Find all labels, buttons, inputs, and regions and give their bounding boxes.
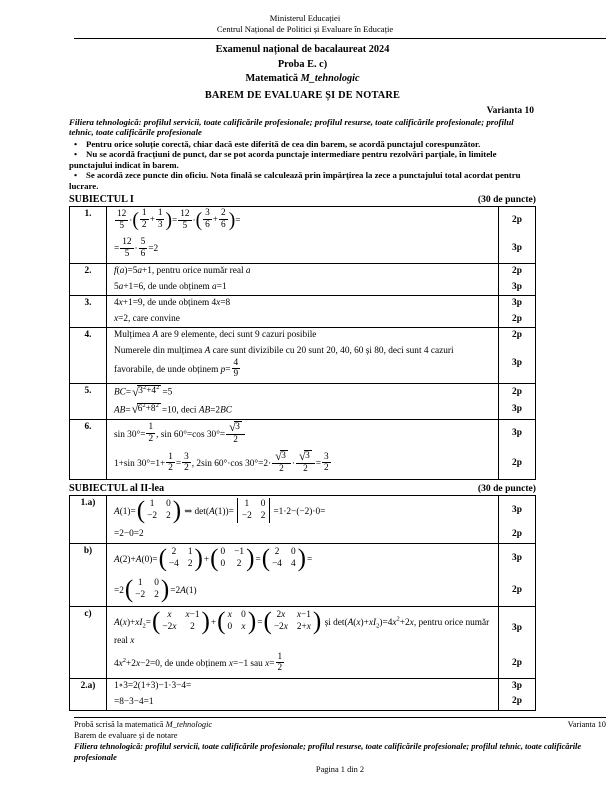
solution-line: =2−0=2 <box>107 527 499 543</box>
solution-line: 5a+1=6, de unde obținem a=1 <box>107 280 499 296</box>
solution-line: $\frac{12}{5}$ · ( $\frac{1}{2}$ + $\frac{1}{3}$ ) = $\frac{12}{5}$ · ( $\frac{3}{6}$ + $\frac{2}{6}$ ) = <box>107 207 499 235</box>
solution-line: 1+sin 30°=1+ $\frac{1}{2}$ = $\frac{3}{2}$ , 2sin 60°·cos 30°=2· √ 3 2 · √ 3 2 = $\frac{3}{2}$ <box>107 449 499 479</box>
points-value: 3p <box>499 678 535 695</box>
exam-proba: Proba E. c) <box>277 58 328 70</box>
solution-line: 1∘3=2(1+3)−1·3−4= <box>107 678 499 695</box>
subject1-table <box>69 206 536 479</box>
footer-proba-profile: M_tehnologic <box>165 720 213 730</box>
instruction-item <box>69 170 536 191</box>
footer-divider <box>74 717 606 718</box>
solution-line: $A(x)+xI_2=$ ( x x−1 −2x 2 ) + ( x 0 0 x ) = ( 2x x−1 −2x 2+x ) și $\det(A(x)+xI_2)=4x^2+2x$, pentru orice număr real x <box>107 606 499 650</box>
points-value: 2p <box>512 584 522 595</box>
subject2-title: SUBIECTUL al II-lea <box>69 482 165 494</box>
page-number: Pagina 1 din 2 <box>315 764 365 774</box>
problem-number: 3. <box>70 295 107 327</box>
problem-number: 5. <box>70 383 107 418</box>
subject2-table <box>69 495 536 712</box>
exam-subject <box>69 72 536 86</box>
points-value: 2p <box>512 215 522 226</box>
solution-line: A(2)+A(0)= ( 2 1 −4 2 ) + ( 0 −1 0 2 ) = ( 2 0 −4 4 ) = <box>107 543 499 575</box>
points-value: 2p <box>512 528 522 539</box>
subject-profile: M_tehnologic <box>300 73 360 85</box>
instructions-block <box>69 117 536 192</box>
footer-variant: Varianta 10 <box>567 720 606 730</box>
footer-proba <box>74 720 212 731</box>
header-divider <box>74 38 606 39</box>
bullet-icon: • <box>74 170 78 181</box>
problem-number: 1.a) <box>70 496 107 543</box>
variant-label: Varianta 10 <box>486 105 534 116</box>
solution-line: x=2, care convine <box>107 312 499 328</box>
problem-number: 2.a) <box>70 678 107 710</box>
page-footer <box>74 717 606 776</box>
subject2-heading <box>69 483 536 494</box>
footer-proba-text: Probă scrisă la matematică <box>74 720 164 730</box>
instruction-text: Se acordă zece puncte din oficiu. Nota finală se calculează prin împărțirea la zece a punctajului total acordat pentru lucrare. <box>69 170 521 191</box>
exam-title: Examenul național de bacalaureat 2024 <box>215 44 390 56</box>
solution-line: Numerele din mulțimea A care sunt divizibile cu 20 sunt 20, 40, 60 și 80, deci sunt 4 cazuri favorabile, de unde obținem p= $\frac{4}{9}$ <box>107 344 499 383</box>
bullet-icon: • <box>74 138 78 149</box>
solution-line: Mulțimea A are 9 elemente, deci sunt 9 cazuri posibile <box>107 327 499 344</box>
ministry-line-1: Ministerul Educației <box>269 13 341 23</box>
points-value: 2p <box>512 313 522 324</box>
solution-line: f(a)=5a+1, pentru orice număr real a <box>107 263 499 280</box>
instructions-list <box>69 139 536 192</box>
solution-line: AB= √ $6^2+8^2$ =10, deci AB=2BC <box>107 402 499 419</box>
points-value: 2p <box>512 696 522 707</box>
points-value: 3p <box>499 419 535 450</box>
subject1-title: SUBIECTUL I <box>69 194 134 206</box>
problem-number: c) <box>70 606 107 678</box>
solution-line: sin 30°= $\frac{1}{2}$ , sin 60°=cos 30°= √ 3 2 <box>107 419 499 450</box>
problem-number: 4. <box>70 327 107 383</box>
ministry-line-2: Centrul Național de Politici și Evaluare în Educație <box>216 24 394 35</box>
footer-barem: Barem de evaluare și de notare <box>74 731 178 741</box>
subject1-points: (30 de puncte) <box>477 194 536 206</box>
page-content <box>69 43 536 711</box>
solution-line: 4x+1=9, de unde obținem 4x=8 <box>107 295 499 312</box>
points-value: 3p <box>512 281 522 292</box>
solution-line: BC= √ $3^2+4^2$ =5 <box>107 383 499 401</box>
points-value: 3p <box>512 404 522 415</box>
points-value: 2p <box>499 263 535 280</box>
points-value: 3p <box>499 606 535 650</box>
points-value: 3p <box>512 505 522 516</box>
points-value: 3p <box>512 357 522 368</box>
instruction-item <box>69 139 536 150</box>
subject2-points: (30 de puncte) <box>477 482 536 494</box>
problem-number: 1. <box>70 207 107 263</box>
footer-filiera: Filiera tehnologică: profilul servicii, toate calificările profesionale; profilul resurse, toate calificările profesionale; profilul tehnic, toate calificările profesionale <box>74 741 582 762</box>
points-value: 3p <box>499 295 535 312</box>
instruction-text: Pentru orice soluție corectă, chiar dacă este diferită de cea din barem, se acordă punctajul corespunzător. <box>86 138 481 149</box>
solution-line: A(1)= ( 1 0 −2 2 ) ⇒ det(A(1))= 1 0 −2 2 =1·2−(−2)·0= <box>107 496 499 527</box>
solution-line: =2 ( 1 0 −2 2 ) =2A(1) <box>107 575 499 606</box>
points-value: 2p <box>499 383 535 401</box>
points-value: 2p <box>499 327 535 344</box>
instruction-item <box>69 149 536 170</box>
problem-number: b) <box>70 543 107 607</box>
points-value: 3p <box>499 543 535 575</box>
subject1-heading <box>69 194 536 205</box>
problem-number: 6. <box>70 419 107 479</box>
points-value: 2p <box>512 658 522 669</box>
bullet-icon: • <box>74 149 78 160</box>
points-value: 2p <box>512 457 522 468</box>
filiera-note: Filiera tehnologică: profilul servicii, toate calificările profesionale; profilul resurse, toate calificările profesionale; profilul tehnic, toate calificările profesionale <box>69 116 514 138</box>
ministry-header <box>0 13 610 35</box>
barem-title: BAREM DE EVALUARE ȘI DE NOTARE <box>204 89 401 101</box>
points-value: 3p <box>512 243 522 254</box>
solution-line: = $\frac{12}{5}$ · $\frac{5}{6}$ =2 <box>107 235 499 263</box>
solution-line: $4x^2+2x-2=0$, de unde obținem x=−1 sau x= $\frac{1}{2}$ <box>107 650 499 678</box>
subject-name: Matematică <box>245 73 299 85</box>
instruction-text: Nu se acordă fracțiuni de punct, dar se pot acorda punctaje intermediare pentru rezolvări parțiale, în limitele punctajului indicat în barem. <box>69 149 497 170</box>
problem-number: 2. <box>70 263 107 295</box>
solution-line: =8−3−4=1 <box>107 695 499 711</box>
